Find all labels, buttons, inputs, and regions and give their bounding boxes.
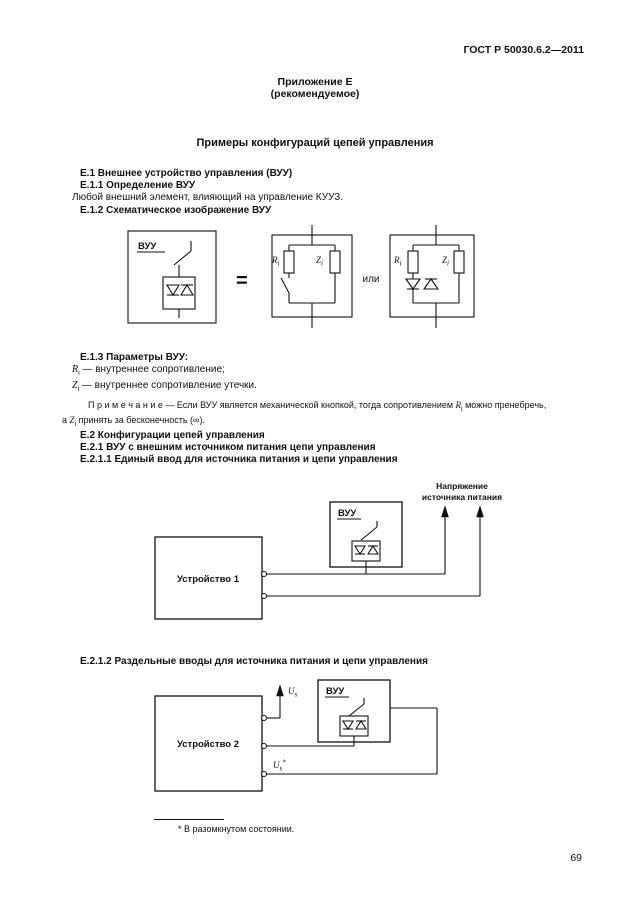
circuit-switch-variant	[271, 225, 352, 328]
vuu-label: ВУУ	[326, 685, 345, 697]
ri-label: $R_i$	[272, 254, 280, 268]
annex-type: (рекомендуемое)	[270, 88, 360, 100]
heading-e11: Е.1.1 Определение ВУУ	[80, 180, 196, 192]
annex-heading	[0, 76, 630, 100]
paragraph-e11: Любой внешний элемент, влияющий на управление КУУЗ.	[72, 192, 344, 204]
terminal	[262, 593, 267, 598]
resistor-zi	[330, 251, 340, 273]
footnote-rule	[154, 819, 224, 820]
heading-e1: Е.1 Внешнее устройство управления (ВУУ)	[80, 168, 293, 179]
circuit-semiconductor-variant	[390, 225, 474, 328]
us-star-label: $U_s^*$	[273, 758, 286, 773]
supply-voltage-label	[422, 481, 502, 502]
param-ri-line: $R_i$ — внутреннее сопротивление;	[72, 364, 225, 378]
vuu-schematic-svg	[124, 225, 504, 331]
vuu-symbol-box	[128, 231, 216, 323]
document-body	[62, 168, 585, 835]
wires	[267, 708, 437, 774]
wires	[267, 574, 480, 596]
device2-box	[155, 696, 262, 791]
single-input-svg	[92, 477, 572, 627]
terminal	[262, 571, 267, 576]
vuu-box	[330, 502, 402, 574]
resistor-ri	[408, 251, 418, 273]
switch-symbol	[361, 521, 377, 540]
equals-sign: =	[236, 269, 248, 292]
figure-separate-inputs	[92, 678, 585, 805]
triac-symbol	[163, 277, 195, 318]
resistor-zi	[454, 251, 464, 273]
heading-e2: Е.2 Конфигурации цепей управления	[80, 430, 265, 442]
param-zi-line: $Z_i$ — внутреннее сопротивление утечки.	[72, 380, 257, 394]
figure-single-input	[92, 477, 585, 632]
supply-arrows	[442, 506, 484, 596]
page-number: 69	[570, 852, 582, 864]
ri-label: $R_i$	[394, 254, 402, 268]
terminal	[262, 715, 267, 720]
heading-e21: Е.2.1 ВУУ с внешним источником питания цепи управления	[80, 442, 376, 454]
device2-label: Устройство 2	[176, 738, 240, 750]
terminal	[262, 743, 267, 748]
zi-label: $Z_i$	[316, 254, 323, 268]
or-label: или	[362, 273, 380, 285]
heading-e13: Е.1.3 Параметры ВУУ:	[80, 351, 189, 363]
triac-symbol	[340, 716, 368, 736]
wires	[289, 225, 335, 328]
vuu-label: ВУУ	[338, 507, 357, 519]
figure-vuu-schematic	[124, 225, 585, 336]
page-title: Примеры конфигураций цепей управления	[196, 137, 434, 149]
footnote-text: * В разомкнутом состоянии.	[178, 823, 295, 834]
note-paragraph: П р и м е ч а н и е — Если ВУУ является механической кнопкой, тогда сопротивлением $R_i$ можно пренебречь, а $Z_i$ принять за бесконечность (∞).	[62, 400, 547, 429]
heading-e211: Е.2.1.1 Единый ввод для источника питания и цепи управления	[80, 454, 398, 466]
standard-number: ГОСТ Р 50030.6.2—2011	[463, 44, 584, 56]
vuu-label: ВУУ	[138, 240, 157, 252]
zi-label: $Z_i$	[442, 254, 449, 268]
us-label: $U_s$	[288, 685, 298, 699]
thyristor-pair-symbol	[406, 279, 438, 289]
switch-symbol	[174, 241, 191, 277]
svg-text:источника питания: источника питания	[421, 491, 503, 502]
terminal	[262, 771, 267, 776]
annex-title: Приложение Е	[277, 76, 353, 88]
heading-e212: Е.2.1.2 Раздельные вводы для источника питания и цепи управления	[80, 655, 428, 667]
triac-symbol	[352, 541, 380, 561]
heading-e12: Е.1.2 Схематическое изображение ВУУ	[80, 204, 272, 216]
svg-text:Напряжение: Напряжение	[436, 480, 488, 491]
device1-label: Устройство 1	[176, 573, 240, 585]
switch-symbol	[281, 273, 289, 303]
vuu-box	[318, 680, 390, 746]
device1-box	[155, 537, 262, 619]
wires	[413, 225, 459, 328]
resistor-ri	[284, 251, 294, 273]
supply-arrow	[267, 685, 284, 718]
separate-inputs-svg	[92, 678, 572, 800]
switch-symbol	[349, 698, 364, 716]
